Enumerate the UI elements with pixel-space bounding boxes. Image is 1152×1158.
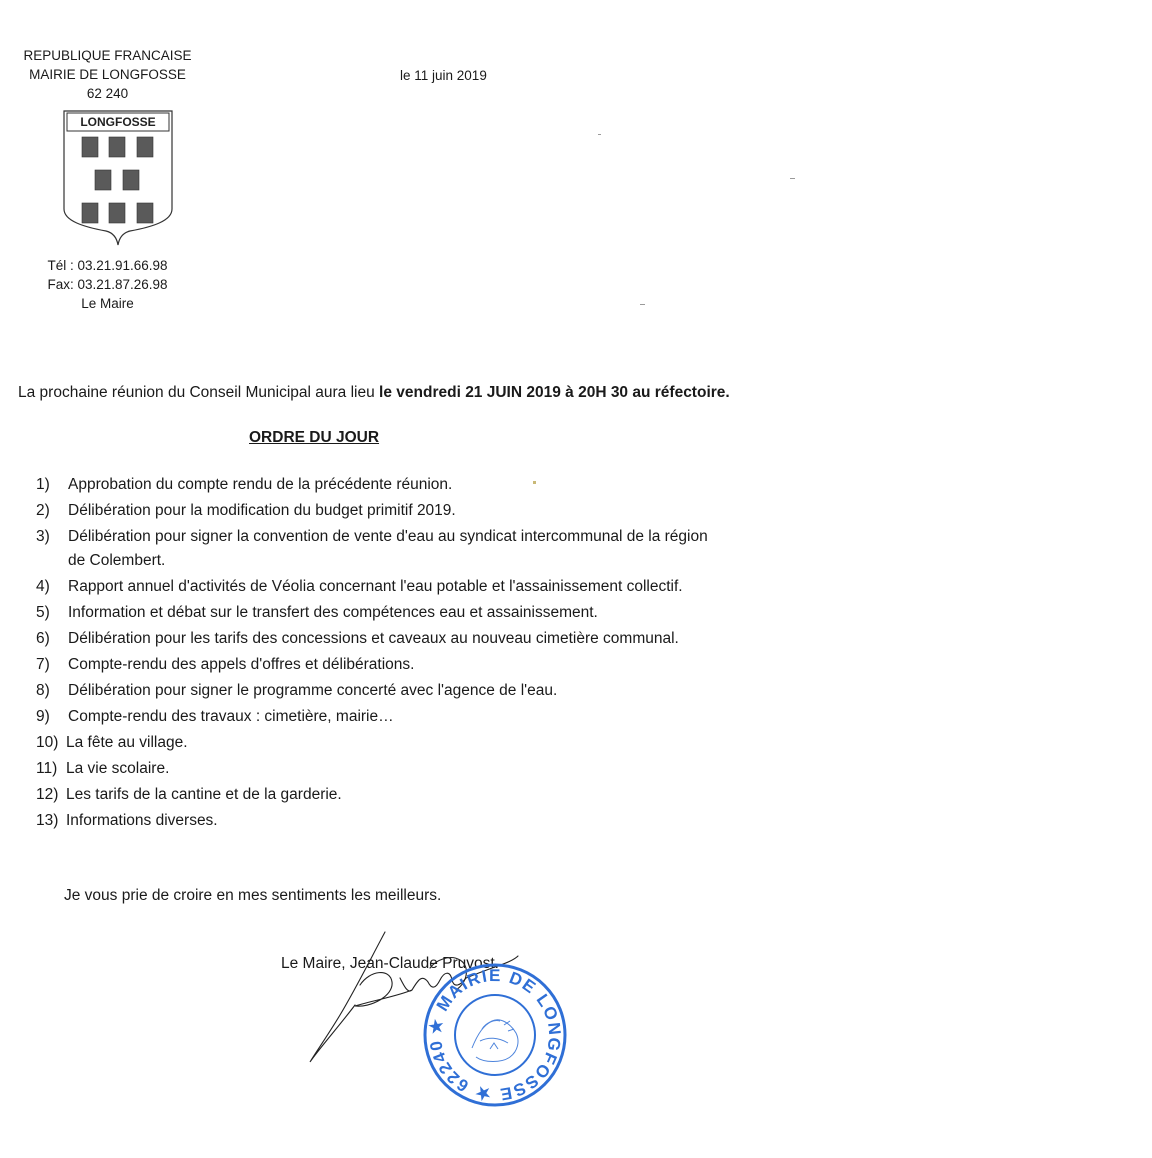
agenda-item-number: 12): [36, 786, 59, 803]
agenda-item-text: Approbation du compte rendu de la précédente réunion.: [68, 476, 453, 493]
letter-date: le 11 juin 2019: [400, 68, 487, 83]
contact-role: Le Maire: [81, 296, 134, 311]
agenda-list: [36, 473, 796, 835]
agenda-item-number: 13): [36, 812, 59, 829]
agenda-item-number: 10): [36, 734, 59, 751]
coat-of-arms-icon: [62, 109, 174, 247]
agenda-item-text: Rapport annuel d'activités de Véolia concernant l'eau potable et l'assainissement collectif.: [68, 578, 683, 595]
agenda-item: [36, 525, 796, 573]
agenda-item-text: Délibération pour signer la convention de vente d'eau au syndicat intercommunal de la région de Colembert.: [68, 528, 708, 569]
agenda-item: [36, 705, 796, 729]
contact-phone: Tél : 03.21.91.66.98: [47, 258, 168, 273]
agenda-item-number: 7): [36, 656, 50, 673]
agenda-item: [36, 653, 796, 677]
agenda-item-text: Informations diverses.: [66, 812, 218, 829]
agenda-item: [36, 731, 796, 755]
agenda-item: [36, 627, 796, 651]
intro-paragraph: [18, 384, 730, 402]
letterhead-republic: REPUBLIQUE FRANCAISE: [23, 48, 192, 63]
signoff-line: Le Maire, Jean-Claude Pruvost.: [281, 955, 499, 972]
agenda-item: [36, 499, 796, 523]
contact-block: [20, 256, 195, 313]
agenda-item-number: 4): [36, 578, 50, 595]
agenda-item-number: 8): [36, 682, 50, 699]
seal-text: ★ MAIRIE DE LONGFOSSE ★ 62240: [425, 965, 565, 1105]
agenda-item-text: Information et débat sur le transfert des compétences eau et assainissement.: [68, 604, 598, 621]
agenda-item: [36, 473, 796, 497]
agenda-item: [36, 679, 796, 703]
scan-speck: [533, 481, 536, 484]
letterhead-postcode: 62 240: [86, 86, 129, 101]
agenda-item-text: La fête au village.: [66, 734, 188, 751]
official-seal-stamp: [420, 963, 570, 1108]
agenda-item-number: 6): [36, 630, 50, 647]
closing-sentence: Je vous prie de croire en mes sentiments les meilleurs.: [64, 887, 442, 904]
agenda-item-text: Compte-rendu des appels d'offres et délibérations.: [68, 656, 415, 673]
letterhead: [20, 46, 195, 103]
agenda-item: [36, 757, 796, 781]
letterhead-mairie: MAIRIE DE LONGFOSSE: [29, 67, 186, 82]
agenda-item-text: Délibération pour les tarifs des concessions et caveaux au nouveau cimetière communal.: [68, 630, 679, 647]
agenda-title: ORDRE DU JOUR: [249, 429, 380, 446]
crest-banner: LONGFOSSE: [80, 115, 156, 129]
agenda-item: [36, 783, 796, 807]
agenda-item-text: Délibération pour la modification du budget primitif 2019.: [68, 502, 456, 519]
intro-text: La prochaine réunion du Conseil Municipal aura lieu: [18, 384, 380, 401]
agenda-item-number: 1): [36, 476, 50, 493]
agenda-item-number: 5): [36, 604, 50, 621]
agenda-item-text: Les tarifs de la cantine et de la garderie.: [66, 786, 342, 803]
agenda-item: [36, 575, 796, 599]
agenda-item: [36, 809, 796, 833]
agenda-item: [36, 601, 796, 625]
agenda-item-text: Compte-rendu des travaux : cimetière, mairie…: [68, 708, 394, 725]
agenda-item-number: 3): [36, 528, 50, 545]
contact-fax: Fax: 03.21.87.26.98: [47, 277, 168, 292]
agenda-item-number: 2): [36, 502, 50, 519]
agenda-item-number: 9): [36, 708, 50, 725]
agenda-item-number: 11): [36, 760, 58, 777]
scan-speck: [598, 134, 601, 135]
agenda-item-text: Délibération pour signer le programme concerté avec l'agence de l'eau.: [68, 682, 558, 699]
scan-speck: [790, 178, 795, 179]
intro-bold-text: le vendredi 21 JUIN 2019 à 20H 30 au réfectoire.: [379, 384, 730, 401]
scan-speck: [640, 304, 645, 305]
seal-emblem-icon: [472, 1020, 518, 1062]
agenda-item-text: La vie scolaire.: [66, 760, 170, 777]
